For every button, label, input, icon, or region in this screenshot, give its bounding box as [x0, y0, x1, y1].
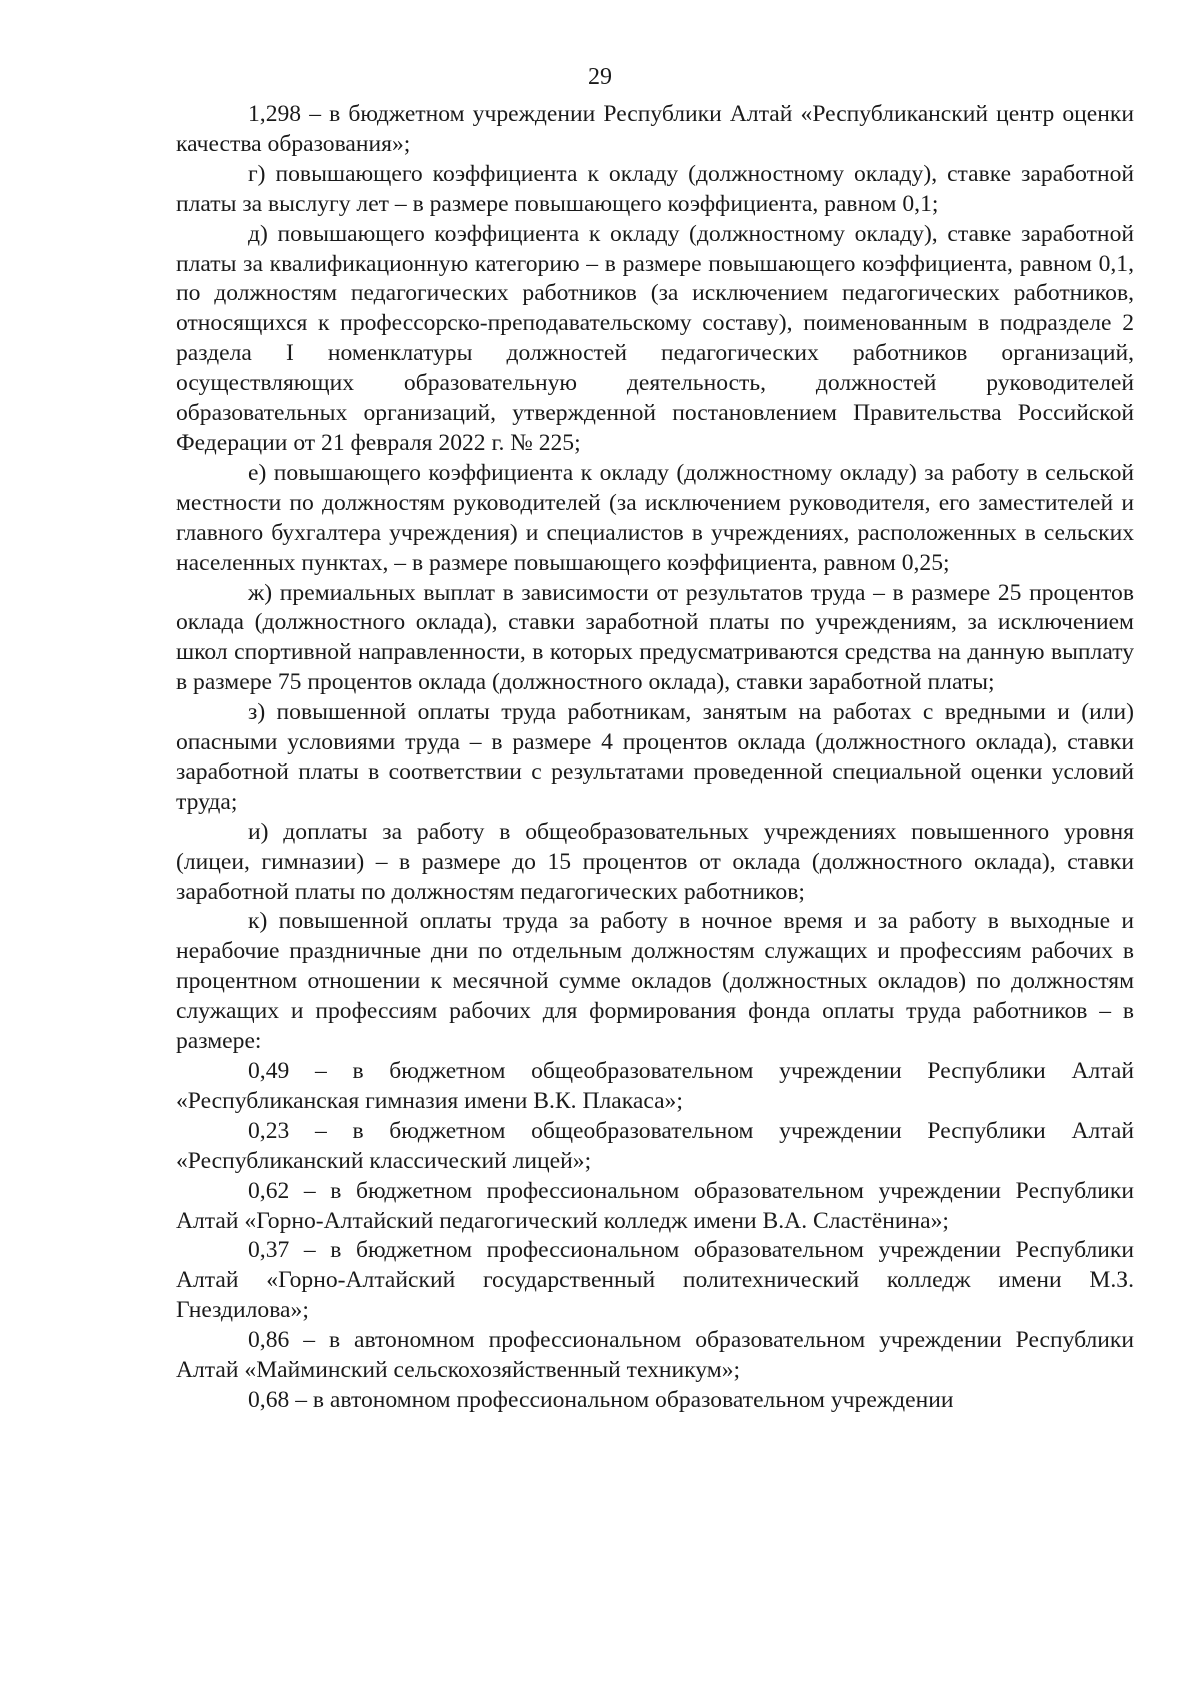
paragraph-coefficient-086: 0,86 – в автономном профессиональном образовательном учреждении Республики Алтай «Майминский сельскохозяйственный техникум»; — [176, 1327, 1134, 1384]
paragraph-z-hazardous: з) повышенной оплаты труда работникам, занятым на работах с вредными и (или) опасными условиями труда – в размере 4 процентов оклада (должностного оклада), ставки заработной платы в соответствии с результатами проведенной специальной оценки условий труда; — [176, 699, 1134, 815]
paragraph-coefficient-037: 0,37 – в бюджетном профессиональном образовательном учреждении Республики Алтай «Горно-Алтайский государственный политехнический колледж имени М.З. Гнездилова»; — [176, 1237, 1134, 1324]
paragraph-i-lyceum: и) доплаты за работу в общеобразовательных учреждениях повышенного уровня (лицеи, гимназии) – в размере до 15 процентов от оклада (должностного оклада), ставки заработной платы по должностям педагогических работников; — [176, 818, 1134, 905]
paragraph-e-rural: е) повышающего коэффициента к окладу (должностному окладу) за работу в сельской местности по должностям руководителей (за исключением руководителя, его заместителей и главного бухгалтера учреждения) и специалистов в учреждениях, расположенных в сельских населенных пунктах, – в размере повышающего коэффициента, равном 0,25; — [176, 459, 1134, 576]
paragraph-coefficient-1298: 1,298 – в бюджетном учреждении Республики Алтай «Республиканский центр оценки качества образования»; — [176, 101, 1134, 157]
paragraph-k-night-work: к) повышенной оплаты труда за работу в ночное время и за работу в выходные и нерабочие праздничные дни по отдельным должностям служащих и профессиям рабочих в процентном отношении к месячной сумме окладов (должностных окладов) по должностям служащих и профессиям рабочих для формирования фонда оплаты труда работников – в размере: — [176, 908, 1134, 1055]
paragraph-coefficient-068: 0,68 – в автономном профессиональном образовательном учреждении — [248, 1386, 954, 1413]
document-body — [176, 100, 1134, 1416]
paragraph-zh-bonus: ж) премиальных выплат в зависимости от результатов труда – в размере 25 процентов оклада (должностного оклада), ставки заработной платы по учреждениям, за исключением школ спортивной направленности, в которых предусматриваются средства на данную выплату в размере 75 процентов оклада (должностного оклада), ставки заработной платы; — [176, 579, 1134, 696]
paragraph-d-qualification: д) повышающего коэффициента к окладу (должностному окладу), ставке заработной платы за квалификационную категорию – в размере повышающего коэффициента, равном 0,1, по должностям педагогических работников (за исключением педагогических работников, относящихся к профессорско-преподавательскому составу), поименованным в подразделе 2 раздела I номенклатуры должностей педагогических работников организаций, осуществляющих образовательную деятельность, должностей руководителей образовательных организаций, утвержденной постановлением Правительства Российской Федерации от 21 февраля 2022 г. № 225; — [176, 220, 1134, 456]
paragraph-coefficient-062: 0,62 – в бюджетном профессиональном образовательном учреждении Республики Алтай «Горно-Алтайский педагогический колледж имени В.А. Сластёнина»; — [176, 1177, 1134, 1234]
paragraph-coefficient-049: 0,49 – в бюджетном общеобразовательном учреждении Республики Алтай «Республиканская гимназия имени В.К. Плакаса»; — [176, 1058, 1134, 1114]
paragraph-coefficient-023: 0,23 – в бюджетном общеобразовательном учреждении Республики Алтай «Республиканский классический лицей»; — [176, 1117, 1134, 1174]
paragraph-g-seniority: г) повышающего коэффициента к окладу (должностному окладу), ставке заработной платы за выслугу лет – в размере повышающего коэффициента, равном 0,1; — [176, 160, 1134, 217]
page-number: 29 — [588, 64, 612, 90]
